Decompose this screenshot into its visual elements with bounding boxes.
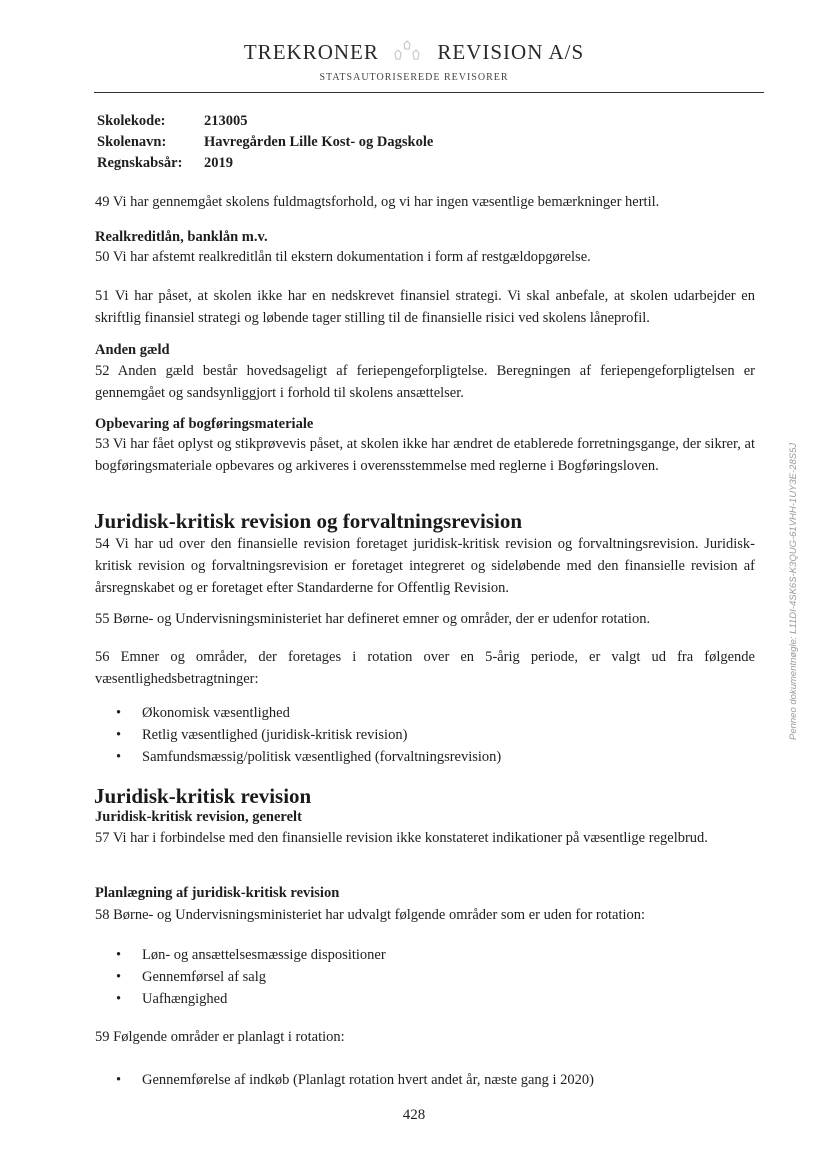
paragraph-58: 58 Børne- og Undervisningsministeriet har udvalgt følgende områder som er uden for rotation:: [95, 907, 646, 923]
heading-juridisk-generelt: Juridisk-kritisk revision, generelt: [95, 809, 302, 825]
skolenavn-value: Havregården Lille Kost- og Dagskole: [204, 134, 434, 150]
bullet-icon: •: [116, 947, 122, 963]
bullet-icon: •: [116, 991, 122, 1007]
regnskabsaar-label: Regnskabsår:: [97, 155, 183, 171]
firm-name-left: TREKRONER: [243, 40, 379, 64]
bullet-icon: •: [116, 749, 122, 765]
skolenavn-label: Skolenavn:: [97, 134, 167, 150]
heading-planlaegning: Planlægning af juridisk-kritisk revision: [95, 885, 340, 901]
list-item: • Samfundsmæssig/politisk væsentlighed (forvaltningsrevision): [116, 746, 501, 768]
penneo-document-key: Penneo dokumentnøgle: L11DI-4SK6S-K3QUG-61VHH-1UY3E-28S5J: [788, 442, 799, 740]
list-rotation: [116, 1069, 594, 1091]
heading-anden-gaeld: Anden gæld: [95, 342, 170, 358]
paragraph-50: 50 Vi har afstemt realkreditlån til ekstern dokumentation i form af restgældopgørelse.: [95, 249, 591, 265]
paragraph-52: 52 Anden gæld består hovedsageligt af feriepengeforpligtelse. Beregningen af feriepengeforpligtelsen er gennemgået og sandsynliggjort i forhold til skolens ansættelser.: [95, 363, 755, 401]
skolekode-value: 213005: [204, 113, 248, 129]
list-item: • Økonomisk væsentlighed: [116, 702, 501, 724]
header-divider: [94, 92, 764, 93]
letterhead-subtitle: STATSAUTORISEREDE REVISORER: [319, 72, 509, 83]
list-item: • Uafhængighed: [116, 988, 386, 1010]
paragraph-55: 55 Børne- og Undervisningsministeriet har defineret emner og områder, der er udenfor rotation.: [95, 611, 651, 627]
paragraph-57: 57 Vi har i forbindelse med den finansielle revision ikke konstateret indikationer på væsentlige regelbrud.: [95, 830, 708, 846]
paragraph-53: 53 Vi har fået oplyst og stikprøvevis påset, at skolen ikke har ændret de etablerede forretningsgange, der sikrer, at bogføringsmateriale opbevares og arkiveres i overensstemmelse med reglerne i Bogføringsloven.: [95, 436, 755, 474]
list-uden-rotation: [116, 944, 386, 1010]
skolekode-label: Skolekode:: [97, 113, 166, 129]
list-item: • Gennemførelse af indkøb (Planlagt rotation hvert andet år, næste gang i 2020): [116, 1069, 594, 1091]
bullet-icon: •: [116, 705, 122, 721]
paragraph-56: 56 Emner og områder, der foretages i rotation over en 5-årig periode, er valgt ud fra følgende væsentlighedsbetragtninger:: [95, 649, 755, 687]
paragraph-51: 51 Vi har påset, at skolen ikke har en nedskrevet finansiel strategi. Vi skal anbefale, at skolen udarbejder en skriftlig finansiel strategi og løbende tager stilling til de finansielle risici ved skolens låneprofil.: [95, 288, 755, 326]
paragraph-59: 59 Følgende områder er planlagt i rotation:: [95, 1029, 345, 1045]
list-item: • Løn- og ansættelsesmæssige dispositioner: [116, 944, 386, 966]
bullet-icon: •: [116, 1072, 122, 1088]
heading-realkreditlaan: Realkreditlån, banklån m.v.: [95, 229, 268, 245]
heading-juridisk-forvaltning: Juridisk-kritisk revision og forvaltningsrevision: [94, 509, 523, 533]
heading-opbevaring: Opbevaring af bogføringsmateriale: [95, 416, 314, 432]
letterhead-title: [0, 40, 828, 65]
firm-name-right: REVISION A/S: [437, 40, 585, 64]
regnskabsaar-value: 2019: [204, 155, 233, 171]
page-number: 428: [402, 1107, 426, 1123]
heading-juridisk-kritisk: Juridisk-kritisk revision: [94, 784, 312, 808]
paragraph-54: 54 Vi har ud over den finansielle revision foretaget juridisk-kritisk revision og forvaltningsrevision. Juridisk-kritisk revision og forvaltningsrevision er foretaget integreret og sideløbende med den finansielle revision af årsregnskabet og er foretaget efter Standarderne for Offentlig Revision.: [95, 536, 755, 596]
list-vaesentlighed: [116, 702, 501, 768]
paragraph-49: 49 Vi har gennemgået skolens fuldmagtsforhold, og vi har ingen væsentlige bemærkninger hertil.: [95, 194, 660, 210]
list-item: • Gennemførsel af salg: [116, 966, 386, 988]
bullet-icon: •: [116, 969, 122, 985]
list-item: • Retlig væsentlighed (juridisk-kritisk revision): [116, 724, 501, 746]
crowns-logo-icon: [391, 40, 425, 62]
bullet-icon: •: [116, 727, 122, 743]
